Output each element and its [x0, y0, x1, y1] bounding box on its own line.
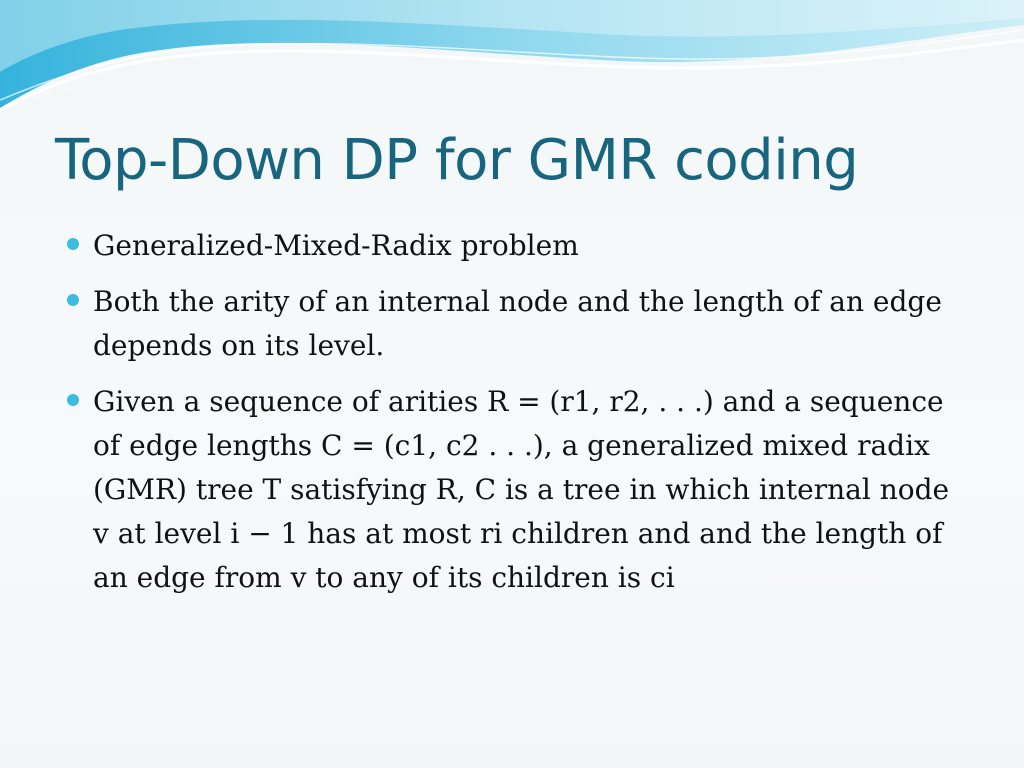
decorative-wave-header [0, 0, 1024, 120]
bullet-dot-icon [67, 238, 79, 250]
bullet-dot-icon [67, 394, 79, 406]
bullet-text: Both the arity of an internal node and the length of an edge depends on its level. [93, 285, 942, 362]
bullet-item [63, 224, 963, 268]
bullet-item [63, 380, 963, 600]
bullet-text: Given a sequence of arities R = (r1, r2, . . .) and a sequence of edge lengths C = (c1, c2 . . .), a generalized mixed radix (GMR) tree T satisfying R, C is a tree in which internal node v at level i − 1 has at most ri children and and the length of an edge from v to any of its children is ci [93, 385, 950, 594]
bullet-list [63, 224, 963, 612]
bullet-text: Generalized-Mixed-Radix problem [93, 229, 579, 262]
bullet-dot-icon [67, 294, 79, 306]
slide-title: Top-Down DP for GMR coding [55, 128, 859, 193]
bullet-item [63, 280, 963, 368]
